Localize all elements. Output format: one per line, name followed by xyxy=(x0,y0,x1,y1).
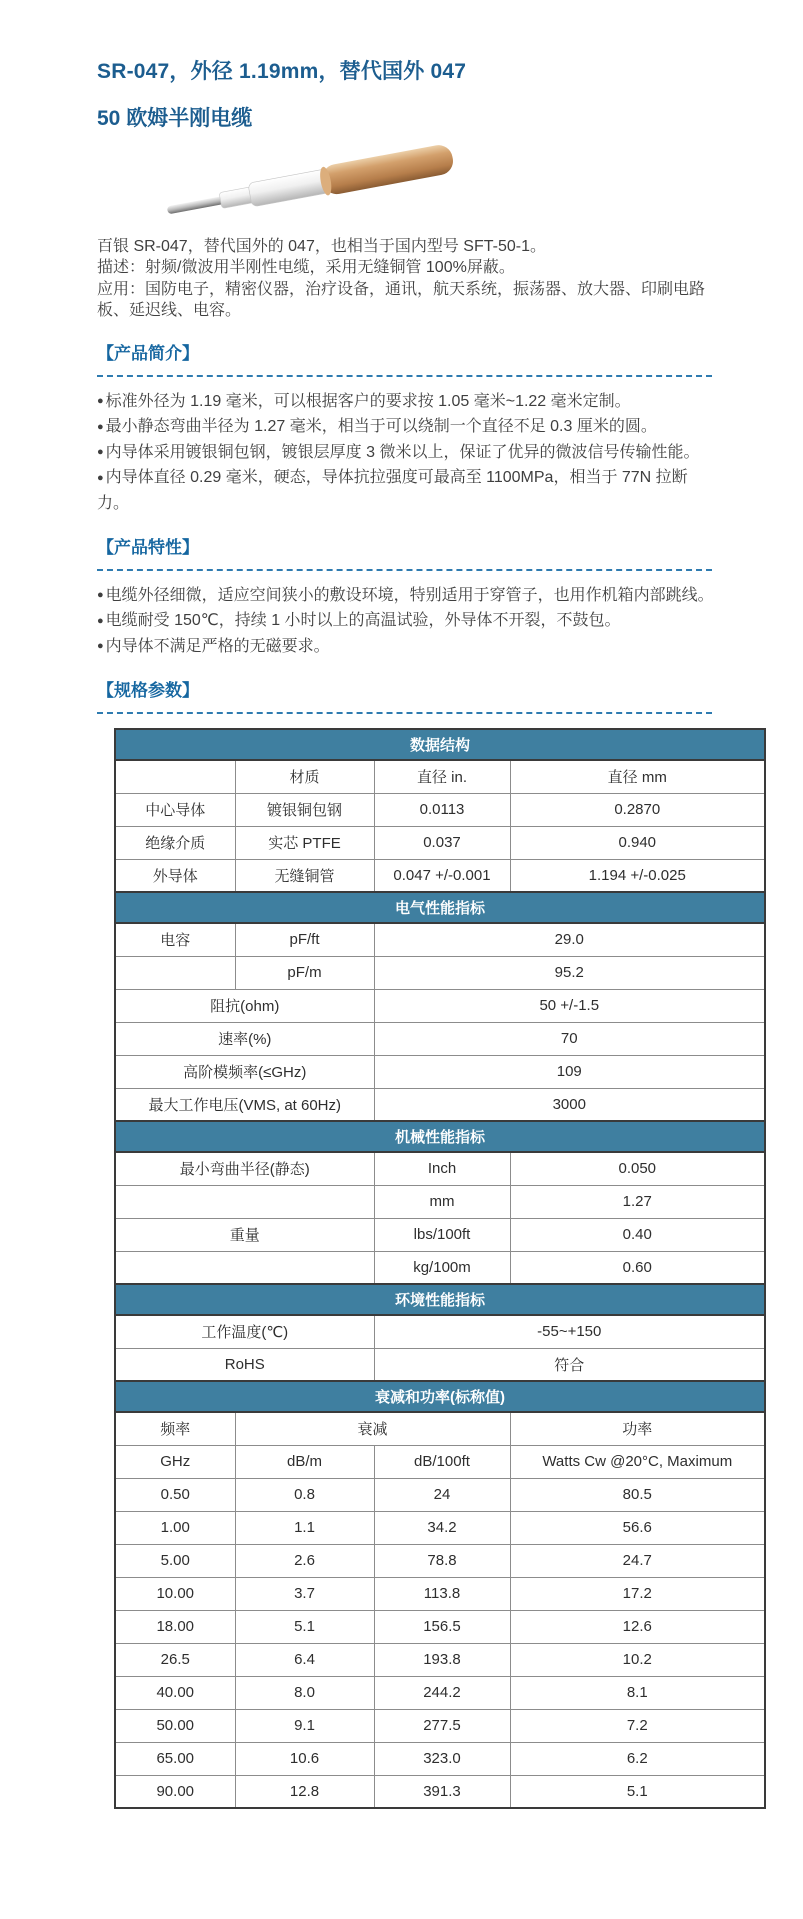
table-cell: 10.6 xyxy=(235,1742,374,1775)
table-cell: dB/m xyxy=(235,1445,374,1478)
table-cell: 频率 xyxy=(115,1412,235,1445)
table-cell: 0.940 xyxy=(510,826,765,859)
table-cell: 8.1 xyxy=(510,1676,765,1709)
table-row xyxy=(115,1412,765,1445)
section-product-brief xyxy=(97,342,712,516)
table-cell: 直径 mm xyxy=(510,760,765,793)
table-cell: 0.037 xyxy=(374,826,510,859)
table-cell: 材质 xyxy=(235,760,374,793)
table-cell: 衰减 xyxy=(235,1412,510,1445)
table-cell: 65.00 xyxy=(115,1742,235,1775)
section-divider xyxy=(97,375,712,377)
table-cell: 1.27 xyxy=(510,1185,765,1218)
section-divider xyxy=(97,712,712,714)
section-specifications xyxy=(97,679,733,1809)
table-cell: mm xyxy=(374,1185,510,1218)
table-cell: 6.4 xyxy=(235,1643,374,1676)
table-cell: Inch xyxy=(374,1152,510,1185)
table-cell: 5.00 xyxy=(115,1544,235,1577)
table-cell: 24.7 xyxy=(510,1544,765,1577)
table-row xyxy=(115,1055,765,1088)
table-row xyxy=(115,1315,765,1348)
table-row xyxy=(115,1676,765,1709)
table-cell: 0.8 xyxy=(235,1478,374,1511)
bullet-item: ● 内导体不满足严格的无磁要求。 xyxy=(97,634,717,660)
table-cell xyxy=(115,760,235,793)
table-cell: 符合 xyxy=(374,1348,765,1381)
table-cell: 最大工作电压(VMS, at 60Hz) xyxy=(115,1088,374,1121)
bullet-list xyxy=(97,583,717,660)
table-cell: 0.40 xyxy=(510,1218,765,1251)
table-row xyxy=(115,826,765,859)
table-cell: -55~+150 xyxy=(374,1315,765,1348)
table-cell: 0.60 xyxy=(510,1251,765,1284)
table-cell: 1.1 xyxy=(235,1511,374,1544)
table-cell: 工作温度(℃) xyxy=(115,1315,374,1348)
table-cell: 10.2 xyxy=(510,1643,765,1676)
intro-line: 描述：射频/微波用半刚性电缆，采用无缝铜管 100%屏蔽。 xyxy=(97,259,515,277)
cable-illustration xyxy=(155,144,465,224)
section-heading-product-brief: 【产品简介】 xyxy=(97,343,199,363)
spec-table xyxy=(114,728,766,1809)
table-cell: Watts Cw @20°C, Maximum xyxy=(510,1445,765,1478)
table-cell: GHz xyxy=(115,1445,235,1478)
table-row xyxy=(115,1022,765,1055)
table-cell: 8.0 xyxy=(235,1676,374,1709)
table-cell: 12.6 xyxy=(510,1610,765,1643)
table-cell: 40.00 xyxy=(115,1676,235,1709)
bullet-list xyxy=(97,389,717,516)
table-cell: 直径 in. xyxy=(374,760,510,793)
section-heading-product-features: 【产品特性】 xyxy=(97,537,199,557)
table-section-band-row xyxy=(115,729,765,760)
table-cell: 重量 xyxy=(115,1218,374,1251)
table-row xyxy=(115,1709,765,1742)
table-cell: 277.5 xyxy=(374,1709,510,1742)
table-cell: 17.2 xyxy=(510,1577,765,1610)
bullet-item: ● 电缆外径细微，适应空间狭小的敷设环境，特别适用于穿管子，也用作机箱内部跳线。 xyxy=(97,583,717,609)
table-row xyxy=(115,1251,765,1284)
table-cell: 24 xyxy=(374,1478,510,1511)
bullet-item: ● 标准外径为 1.19 毫米，可以根据客户的要求按 1.05 毫米~1.22 毫米定制。 xyxy=(97,389,717,415)
table-cell: 193.8 xyxy=(374,1643,510,1676)
table-cell: 12.8 xyxy=(235,1775,374,1808)
table-cell: 50.00 xyxy=(115,1709,235,1742)
spec-table-body xyxy=(115,729,765,1808)
table-cell: 5.1 xyxy=(510,1775,765,1808)
table-cell: dB/100ft xyxy=(374,1445,510,1478)
table-cell xyxy=(115,1251,374,1284)
table-cell: 78.8 xyxy=(374,1544,510,1577)
table-cell: 156.5 xyxy=(374,1610,510,1643)
table-cell: 0.047 +/-0.001 xyxy=(374,859,510,892)
bullet-item: ● 最小静态弯曲半径为 1.27 毫米，相当于可以绕制一个直径不足 0.3 厘米的圆。 xyxy=(97,414,717,440)
page-subtitle: 50 欧姆半刚电缆 xyxy=(97,107,253,131)
ptfe-dielectric xyxy=(248,168,331,206)
table-cell: 7.2 xyxy=(510,1709,765,1742)
table-row xyxy=(115,989,765,1022)
table-cell: 0.50 xyxy=(115,1478,235,1511)
table-cell: 外导体 xyxy=(115,859,235,892)
table-cell: lbs/100ft xyxy=(374,1218,510,1251)
table-cell xyxy=(115,956,235,989)
table-cell: 中心导体 xyxy=(115,793,235,826)
copper-tube xyxy=(320,144,455,196)
table-cell: 阻抗(ohm) xyxy=(115,989,374,1022)
table-row xyxy=(115,1445,765,1478)
table-cell: 6.2 xyxy=(510,1742,765,1775)
table-cell: 10.00 xyxy=(115,1577,235,1610)
table-section-band-cell: 数据结构 xyxy=(115,729,765,760)
bullet-item: ● 内导体直径 0.29 毫米，硬态，导体抗拉强度可最高至 1100MPa，相当于 77N 拉断力。 xyxy=(97,465,717,516)
section-divider xyxy=(97,569,712,571)
table-cell: 电容 xyxy=(115,923,235,956)
table-row xyxy=(115,1185,765,1218)
table-cell: pF/m xyxy=(235,956,374,989)
table-section-band-cell: 衰减和功率(标称值) xyxy=(115,1381,765,1412)
section-product-features xyxy=(97,536,712,660)
table-cell: 18.00 xyxy=(115,1610,235,1643)
product-image xyxy=(155,144,465,224)
table-cell: 速率(%) xyxy=(115,1022,374,1055)
table-section-band-row xyxy=(115,1381,765,1412)
table-section-band-cell: 电气性能指标 xyxy=(115,892,765,923)
table-row xyxy=(115,1152,765,1185)
table-cell: 50 +/-1.5 xyxy=(374,989,765,1022)
table-cell: 0.0113 xyxy=(374,793,510,826)
table-cell: 29.0 xyxy=(374,923,765,956)
table-cell: 26.5 xyxy=(115,1643,235,1676)
table-cell: 1.194 +/-0.025 xyxy=(510,859,765,892)
bullet-item: ● 内导体采用镀银铜包钢，镀银层厚度 3 微米以上，保证了优异的微波信号传输性能。 xyxy=(97,440,717,466)
bullet-item: ● 电缆耐受 150℃，持续 1 小时以上的高温试验，外导体不开裂，不鼓包。 xyxy=(97,608,717,634)
table-cell: 70 xyxy=(374,1022,765,1055)
table-cell: 最小弯曲半径(静态) xyxy=(115,1152,374,1185)
table-row xyxy=(115,1088,765,1121)
table-cell: kg/100m xyxy=(374,1251,510,1284)
table-row xyxy=(115,1511,765,1544)
table-section-band-cell: 机械性能指标 xyxy=(115,1121,765,1152)
table-row xyxy=(115,859,765,892)
table-section-band-row xyxy=(115,1284,765,1315)
table-row xyxy=(115,1348,765,1381)
table-row xyxy=(115,1775,765,1808)
table-cell: 5.1 xyxy=(235,1610,374,1643)
table-cell: 3000 xyxy=(374,1088,765,1121)
table-cell: 56.6 xyxy=(510,1511,765,1544)
intro-line: 应用：国防电子，精密仪器，治疗设备，通讯，航天系统，振荡器、放大器、印刷电路板、延迟线、电容。 xyxy=(97,280,706,320)
table-row xyxy=(115,1577,765,1610)
product-intro-paragraph xyxy=(97,236,712,322)
intro-line: 百银 SR-047，替代国外的 047，也相当于国内型号 SFT-50-1。 xyxy=(97,237,546,255)
table-cell xyxy=(115,1185,374,1218)
table-cell: 0.2870 xyxy=(510,793,765,826)
table-row xyxy=(115,1218,765,1251)
table-section-band-row xyxy=(115,1121,765,1152)
table-cell: 2.6 xyxy=(235,1544,374,1577)
table-cell: 0.050 xyxy=(510,1152,765,1185)
table-section-band-row xyxy=(115,892,765,923)
table-row xyxy=(115,1478,765,1511)
table-cell: RoHS xyxy=(115,1348,374,1381)
table-cell: 3.7 xyxy=(235,1577,374,1610)
table-row xyxy=(115,1610,765,1643)
table-cell: 323.0 xyxy=(374,1742,510,1775)
table-row xyxy=(115,1643,765,1676)
table-cell: 1.00 xyxy=(115,1511,235,1544)
table-cell: 功率 xyxy=(510,1412,765,1445)
table-cell: 实芯 PTFE xyxy=(235,826,374,859)
table-row xyxy=(115,793,765,826)
table-cell: 90.00 xyxy=(115,1775,235,1808)
table-row xyxy=(115,760,765,793)
page-title: SR-047，外径 1.19mm，替代国外 047 xyxy=(97,60,467,83)
table-cell: 34.2 xyxy=(374,1511,510,1544)
table-cell: 高阶模频率(≤GHz) xyxy=(115,1055,374,1088)
table-cell: 95.2 xyxy=(374,956,765,989)
table-row xyxy=(115,956,765,989)
table-cell: 391.3 xyxy=(374,1775,510,1808)
section-heading-specifications: 【规格参数】 xyxy=(97,681,199,701)
table-cell: 9.1 xyxy=(235,1709,374,1742)
table-row xyxy=(115,1742,765,1775)
table-row xyxy=(115,923,765,956)
table-cell: 无缝铜管 xyxy=(235,859,374,892)
table-cell: 镀银铜包钢 xyxy=(235,793,374,826)
table-cell: 绝缘介质 xyxy=(115,826,235,859)
table-cell: 244.2 xyxy=(374,1676,510,1709)
table-row xyxy=(115,1544,765,1577)
table-cell: 113.8 xyxy=(374,1577,510,1610)
table-section-band-cell: 环境性能指标 xyxy=(115,1284,765,1315)
table-cell: 80.5 xyxy=(510,1478,765,1511)
table-cell: 109 xyxy=(374,1055,765,1088)
table-cell: pF/ft xyxy=(235,923,374,956)
